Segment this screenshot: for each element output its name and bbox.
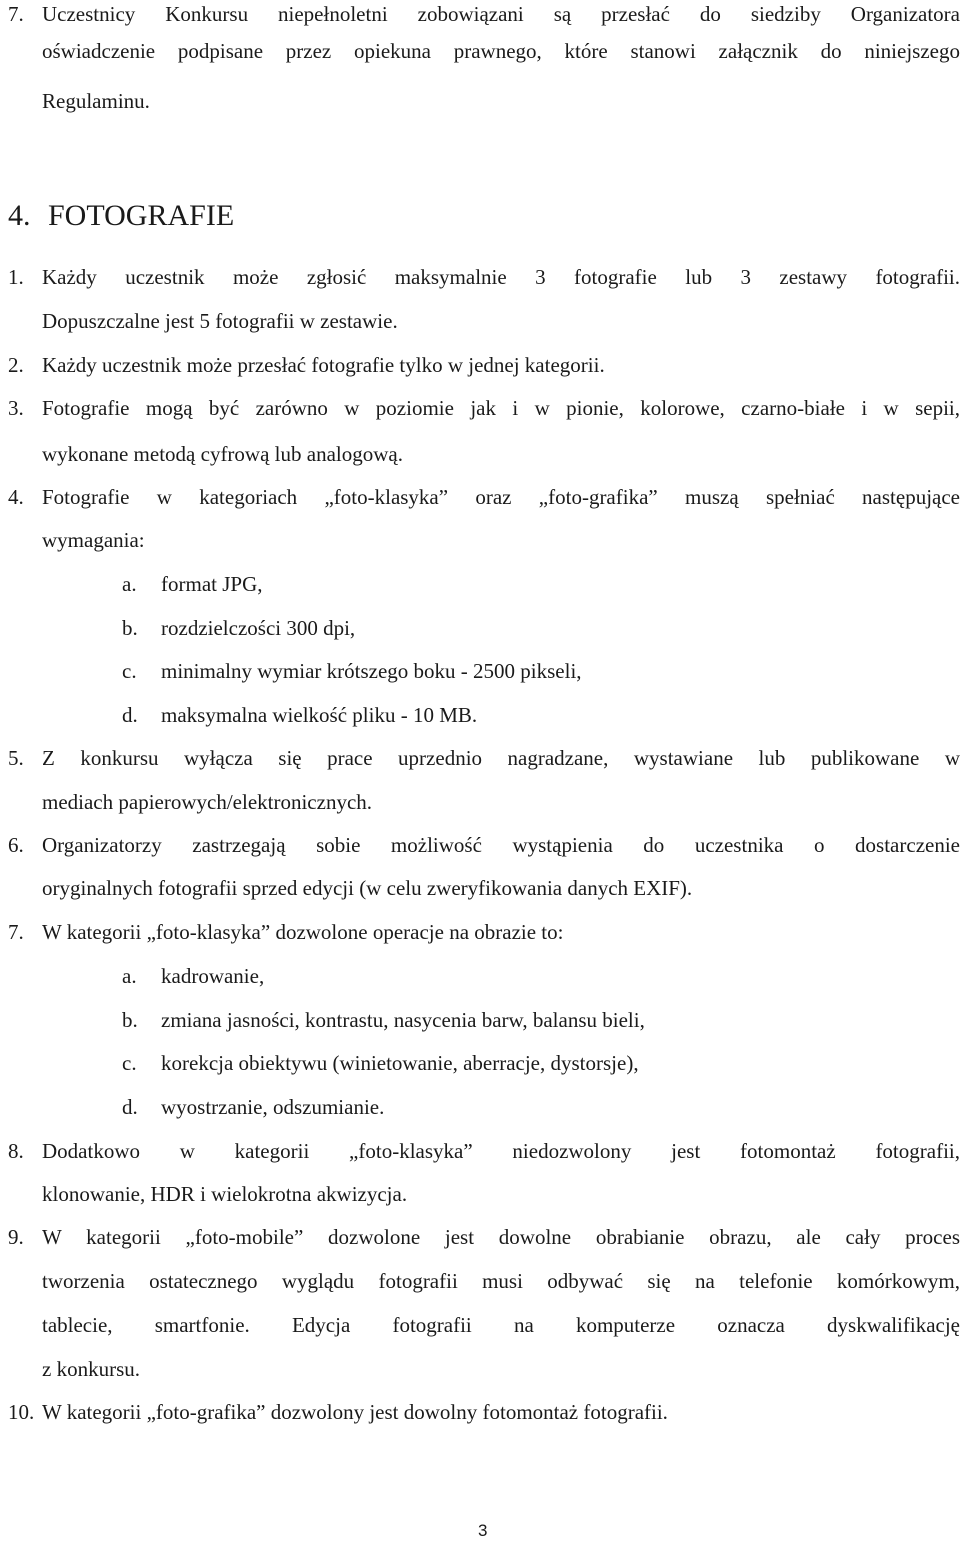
list-number: 1. [8, 265, 24, 289]
list-number: 10. [8, 1400, 35, 1424]
sublist-letter: a. [122, 572, 137, 596]
paragraph-line: Organizatorzy zastrzegają sobie możliwość wystąpienia do uczestnika o dostarczenie [42, 833, 960, 857]
sublist-letter: b. [122, 1008, 138, 1032]
paragraph-line: Dopuszczalne jest 5 fotografii w zestawie. [42, 309, 398, 333]
paragraph-line: Fotografie w kategoriach „foto-klasyka” oraz „foto-grafika” muszą spełniać następujące [42, 485, 960, 509]
sublist-letter: d. [122, 703, 138, 727]
list-number: 4. [8, 485, 24, 509]
sublist-item: format JPG, [161, 572, 263, 596]
paragraph-line: Z konkursu wyłącza się prace uprzednio nagradzane, wystawiane lub publikowane w [42, 746, 960, 770]
page-number: 3 [478, 1521, 488, 1540]
paragraph-line: wymagania: [42, 528, 145, 552]
list-number: 7. [8, 920, 24, 944]
list-number: 6. [8, 833, 24, 857]
sublist-item: zmiana jasności, kontrastu, nasycenia barw, balansu bieli, [161, 1008, 645, 1032]
paragraph-line: Fotografie mogą być zarówno w poziomie jak i w pionie, kolorowe, czarno-białe i w sepii, [42, 396, 960, 420]
paragraph-line: tablecie, smartfonie. Edycja fotografii na komputerze oznacza dyskwalifikację [42, 1313, 960, 1337]
paragraph-line: Regulaminu. [42, 89, 150, 113]
list-number: 2. [8, 353, 24, 377]
section-number: 4. [8, 199, 31, 232]
list-number: 8. [8, 1139, 24, 1163]
paragraph-line: oryginalnych fotografii sprzed edycji (w celu zweryfikowania danych EXIF). [42, 876, 693, 900]
list-number: 9. [8, 1225, 24, 1249]
list-number: 7. [8, 2, 24, 26]
sublist-item: wyostrzanie, odszumianie. [161, 1095, 385, 1119]
sublist-letter: c. [122, 1051, 137, 1075]
paragraph-line: klonowanie, HDR i wielokrotna akwizycja. [42, 1182, 408, 1206]
paragraph-line: z konkursu. [42, 1357, 140, 1381]
paragraph-line: Dodatkowo w kategorii „foto-klasyka” niedozwolony jest fotomontaż fotografii, [42, 1139, 960, 1163]
sublist-letter: c. [122, 659, 137, 683]
paragraph-line: W kategorii „foto-mobile” dozwolone jest dowolne obrabianie obrazu, ale cały proces [42, 1225, 960, 1249]
paragraph-line: tworzenia ostatecznego wyglądu fotografii musi odbywać się na telefonie komórkowym, [42, 1269, 960, 1293]
paragraph-line: mediach papierowych/elektronicznych. [42, 790, 373, 814]
sublist-item: korekcja obiektywu (winietowanie, aberracje, dystorsje), [161, 1051, 639, 1075]
section-title: FOTOGRAFIE [48, 199, 235, 232]
paragraph-line: Uczestnicy Konkursu niepełnoletni zobowiązani są przesłać do siedziby Organizatora [42, 2, 960, 26]
sublist-item: kadrowanie, [161, 964, 265, 988]
sublist-item: minimalny wymiar krótszego boku - 2500 pikseli, [161, 659, 582, 683]
list-number: 5. [8, 746, 24, 770]
paragraph-line: wykonane metodą cyfrową lub analogową. [42, 442, 403, 466]
paragraph-line: Każdy uczestnik może przesłać fotografie tylko w jednej kategorii. [42, 353, 605, 377]
sublist-letter: a. [122, 964, 137, 988]
paragraph-line: W kategorii „foto-grafika” dozwolony jest dowolny fotomontaż fotografii. [42, 1400, 668, 1424]
paragraph-line: Każdy uczestnik może zgłosić maksymalnie 3 fotografie lub 3 zestawy fotografii. [42, 265, 960, 289]
sublist-letter: d. [122, 1095, 138, 1119]
list-number: 3. [8, 396, 24, 420]
paragraph-line: W kategorii „foto-klasyka” dozwolone operacje na obrazie to: [42, 920, 564, 944]
paragraph-line: oświadczenie podpisane przez opiekuna prawnego, które stanowi załącznik do niniejszego [42, 39, 960, 63]
sublist-item: maksymalna wielkość pliku - 10 MB. [161, 703, 478, 727]
sublist-item: rozdzielczości 300 dpi, [161, 616, 356, 640]
sublist-letter: b. [122, 616, 138, 640]
